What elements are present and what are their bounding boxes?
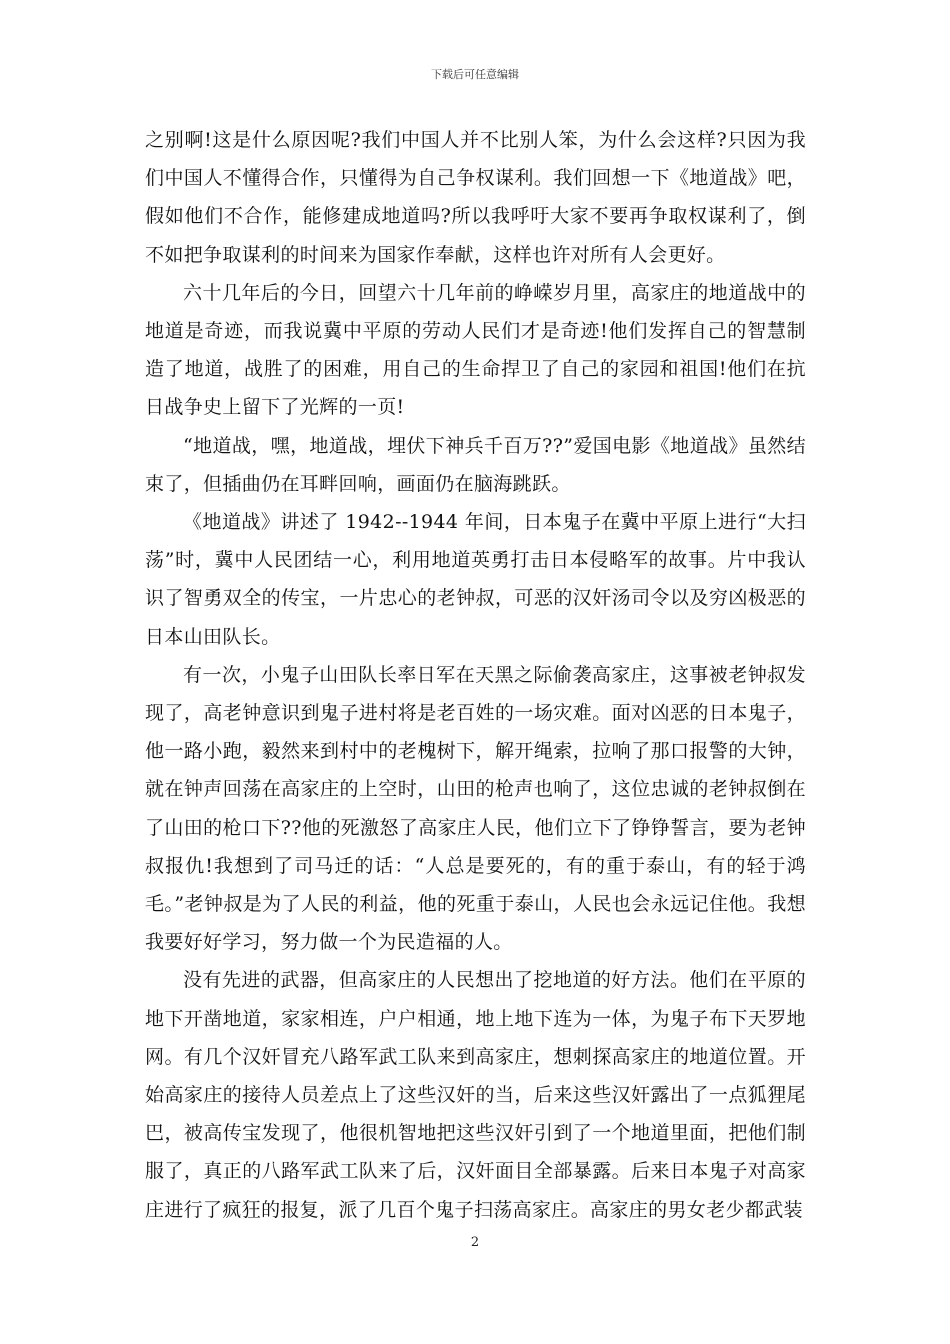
paragraph: “地道战，嘿，地道战，埋伏下神兵千百万??”爱国电影《地道战》虽然结束了，但插曲仍在耳畔回响，画面仍在脑海跳跃。 — [145, 434, 806, 495]
paragraph-continued: 之别啊!这是什么原因呢?我们中国人并不比别人笨，为什么会这样?只因为我们中国人不懂得合作，只懂得为自己争权谋利。我们回想一下《地道战》吧，假如他们不合作，能修建成地道吗?所以我呼吁大家不要再争取权谋利了，倒不如把争取谋利的时间来为国家作奉献，这样也许对所有人会更好。 — [145, 129, 806, 266]
paragraph: 六十几年后的今日，回望六十几年前的峥嵘岁月里，高家庄的地道战中的地道是奇迹，而我说冀中平原的劳动人民们才是奇迹!他们发挥自己的智慧制造了地道，战胜了的困难，用自己的生命捍卫了自己的家园和祖国!他们在抗日战争史上留下了光辉的一页! — [145, 281, 806, 419]
paragraph: 没有先进的武器，但高家庄的人民想出了挖地道的好方法。他们在平原的地下开凿地道，家家相连，户户相通，地上地下连为一体，为鬼子布下天罗地网。有几个汉奸冒充八路军武工队来到高家庄，想刺探高家庄的地道位置。开始高家庄的接待人员差点上了这些汉奸的当，后来这些汉奸露出了一点狐狸尾巴，被高传宝发现了，他很机智地把这些汉奸引到了一个地道里面，把他们制服了，真正的八路军武工队来了后，汉奸面目全部暴露。后来日本鬼子对高家庄进行了疯狂的报复，派了几百个鬼子扫荡高家庄。高家庄的男女老少都武装 — [145, 969, 806, 1221]
paragraph: 《地道战》讲述了 1942--1944 年间，日本鬼子在冀中平原上进行“大扫荡”时，冀中人民团结一心，利用地道英勇打击日本侵略军的故事。片中我认识了智勇双全的传宝，一片忠心的老钟叔，可恶的汉奸汤司令以及穷凶极恶的日本山田队长。 — [145, 511, 806, 648]
page-header: 下载后可任意编辑 — [431, 68, 519, 81]
document-body — [145, 121, 806, 1229]
paragraph: 有一次，小鬼子山田队长率日军在天黑之际偷袭高家庄，这事被老钟叔发现了，高老钟意识到鬼子进村将是老百姓的一场灾难。面对凶恶的日本鬼子，他一路小跑，毅然来到村中的老槐树下，解开绳索，拉响了那口报警的大钟，就在钟声回荡在高家庄的上空时，山田的枪声也响了，这位忠诚的老钟叔倒在了山田的枪口下??他的死激怒了高家庄人民，他们立下了铮铮誓言，要为老钟叔报仇!我想到了司马迁的话：“人总是要死的，有的重于泰山，有的轻于鸿毛。”老钟叔是为了人民的利益，他的死重于泰山，人民也会永远记住他。我想我要好好学习，努力做一个为民造福的人。 — [145, 663, 806, 954]
page-number: 2 — [470, 1235, 480, 1250]
